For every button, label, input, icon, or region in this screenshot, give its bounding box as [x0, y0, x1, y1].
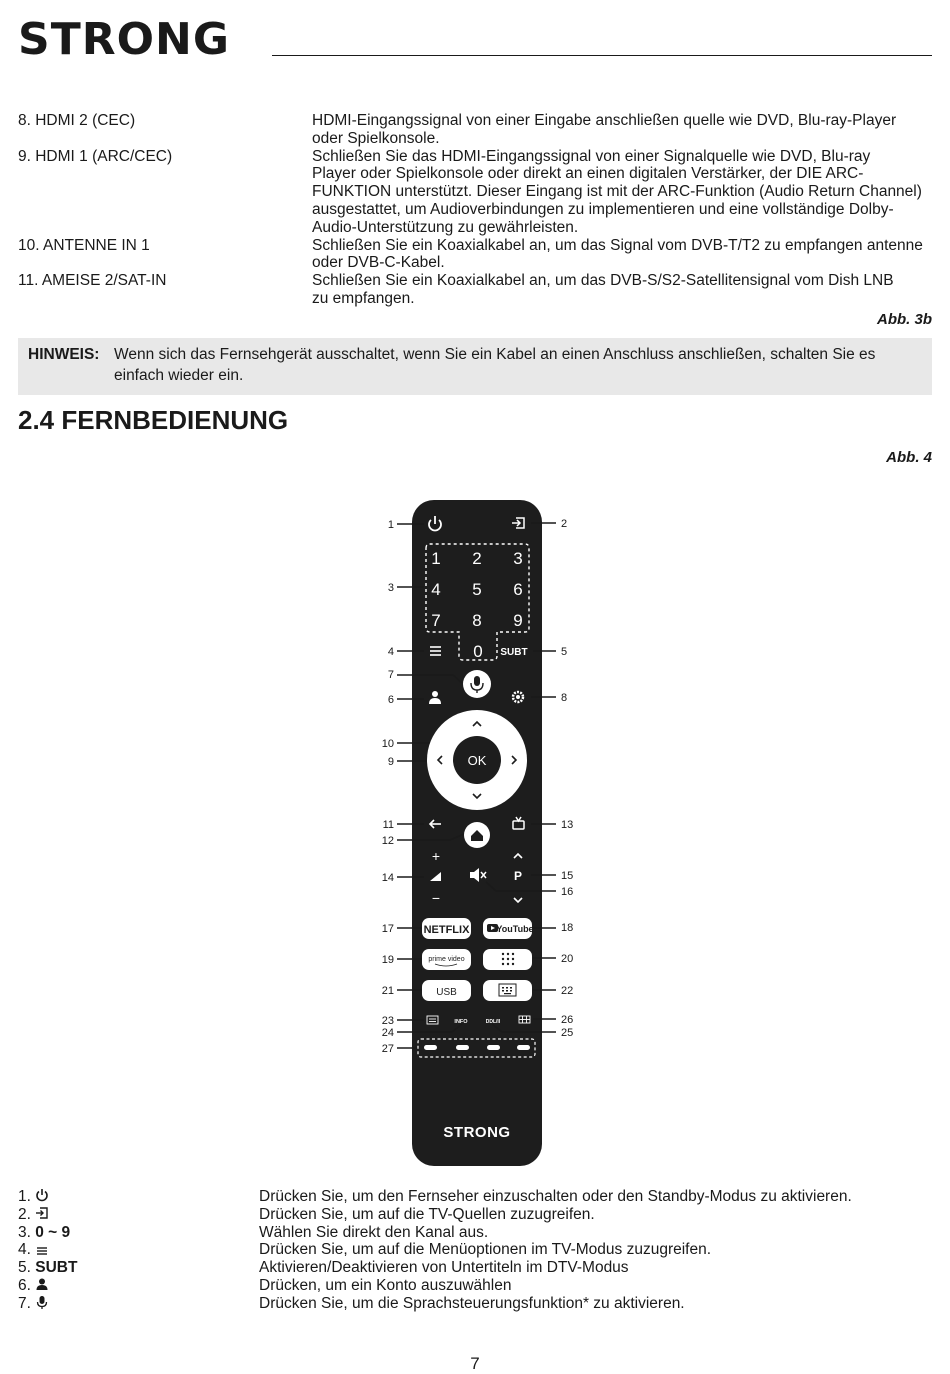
connector-description [312, 148, 932, 237]
menu-icon [35, 1242, 49, 1256]
key-description: Wählen Sie direkt den Kanal aus. [259, 1223, 489, 1241]
key-number: 2. [18, 1205, 31, 1223]
callout-number: 27 [381, 1043, 394, 1055]
ok-label: OK [467, 753, 487, 768]
callout-number: 6 [387, 694, 394, 706]
key-id [18, 1277, 259, 1295]
key-name: SUBT [35, 1259, 78, 1277]
microphone-icon [35, 1295, 49, 1310]
key-row [18, 1241, 918, 1259]
source-icon [35, 1206, 49, 1220]
callout-number: 20 [561, 953, 574, 965]
key-id [18, 1241, 259, 1259]
account-icon [35, 1277, 49, 1291]
description-line: zu empfangen. [312, 289, 415, 307]
program-label: P [513, 869, 523, 883]
callout-number: 4 [387, 646, 394, 658]
callout-number: 12 [381, 835, 394, 847]
connector-table [18, 112, 932, 308]
digit-5-button[interactable]: 5 [472, 580, 482, 599]
callout-number: 13 [561, 819, 574, 831]
digit-8-button[interactable]: 8 [472, 611, 482, 630]
red-key-button[interactable] [424, 1045, 437, 1050]
key-id [18, 1295, 259, 1313]
brand-logo: STRONG [18, 14, 230, 65]
key-list [18, 1188, 918, 1313]
volume-up-button[interactable]: + [431, 848, 441, 864]
note-label: HINWEIS: [28, 346, 100, 363]
note-box [18, 338, 932, 395]
key-row [18, 1259, 918, 1277]
connector-label: 9. HDMI 1 (ARC/CEC) [18, 147, 173, 165]
audio-dual-button[interactable]: DDL/II [485, 1019, 501, 1025]
key-description: Drücken, um ein Konto auszuwählen [259, 1276, 512, 1294]
callout-number: 22 [561, 985, 574, 997]
key-name: 0 ~ 9 [35, 1223, 71, 1241]
key-number: 5. [18, 1259, 31, 1277]
connector-description [312, 237, 932, 273]
digit-7-button[interactable]: 7 [431, 611, 441, 630]
info-button[interactable]: INFO [454, 1019, 468, 1025]
key-row [18, 1224, 918, 1242]
prime-video-label: prime video [428, 956, 465, 963]
connector-description [312, 272, 932, 308]
digit-1-button[interactable]: 1 [431, 549, 441, 568]
key-description: Drücken Sie, um die Sprachsteuerungsfunktion* zu aktivieren. [259, 1294, 685, 1312]
key-id [18, 1206, 259, 1224]
callout-number: 2 [561, 518, 568, 530]
remote-brand-logo: STRONG [443, 1124, 511, 1141]
callout-number: 5 [561, 646, 568, 658]
callout-number: 21 [381, 985, 394, 997]
connector-description [312, 112, 932, 148]
apps-grid-icon [502, 953, 514, 965]
callout-number: 1 [387, 519, 394, 531]
description-line: oder DVB-C-Kabel. [312, 254, 445, 272]
figure-reference: Abb. 4 [886, 449, 932, 466]
callout-number: 17 [381, 923, 394, 935]
volume-down-button[interactable]: − [431, 890, 441, 906]
note-text: Wenn sich das Fernsehgerät ausschaltet, wenn Sie ein Kabel an einen Anschluss anschließen, schalten Sie es einfach wieder ein. [114, 346, 876, 384]
connector-row [18, 148, 932, 237]
description-line: Schließen Sie ein Koaxialkabel an, um das DVB-S/S2-Satellitensignal vom Dish LNB [312, 272, 894, 290]
figure-reference: Abb. 3b [877, 311, 932, 328]
blue-key-button[interactable] [517, 1045, 530, 1050]
key-id [18, 1259, 259, 1277]
key-number: 3. [18, 1223, 31, 1241]
key-number: 1. [18, 1188, 31, 1205]
key-description: Aktivieren/Deaktivieren von Untertiteln im DTV-Modus [259, 1259, 629, 1277]
key-description: Drücken Sie, um auf die Menüoptionen im TV-Modus zuzugreifen. [259, 1241, 712, 1259]
callout-number: 14 [381, 872, 394, 884]
green-key-button[interactable] [456, 1045, 469, 1050]
connector-label: 8. HDMI 2 (CEC) [18, 112, 136, 129]
key-id [18, 1188, 259, 1206]
connector-label: 10. ANTENNE IN 1 [18, 236, 150, 254]
key-description: Drücken Sie, um den Fernseher einzuschalten oder den Standby-Modus zu aktivieren. [259, 1188, 852, 1205]
description-line: Player oder Spielkonsole oder direkt an einen digitalen Verstärker, der DIE ARC- [312, 165, 864, 183]
key-id [18, 1224, 259, 1242]
yellow-key-button[interactable] [487, 1045, 500, 1050]
digit-6-button[interactable]: 6 [513, 580, 523, 599]
connector-row [18, 112, 932, 148]
digit-4-button[interactable]: 4 [431, 580, 441, 599]
callout-number: 8 [561, 692, 568, 704]
page-number: 7 [470, 1354, 480, 1373]
connector-row [18, 272, 932, 308]
key-number: 6. [18, 1276, 31, 1294]
description-line: HDMI-Eingangssignal von einer Eingabe anschließen quelle wie DVD, Blu-ray-Player [312, 112, 897, 129]
callout-number: 19 [381, 954, 394, 966]
key-row [18, 1295, 918, 1313]
callout-number: 24 [381, 1027, 394, 1039]
digit-9-button[interactable]: 9 [513, 611, 523, 630]
callout-number: 25 [561, 1027, 574, 1039]
description-line: Audio-Unterstützung zu gewährleisten. [312, 218, 579, 236]
callout-number: 26 [561, 1014, 574, 1026]
key-number: 4. [18, 1241, 31, 1259]
digit-2-button[interactable]: 2 [472, 549, 482, 568]
description-line: FUNKTION unterstützt. Dieser Eingang ist mit der ARC-Funktion (Audio Return Channel) [312, 183, 922, 201]
header-rule [272, 55, 932, 56]
key-number: 7. [18, 1294, 31, 1312]
digit-0-button[interactable]: 0 [473, 642, 483, 661]
digit-3-button[interactable]: 3 [513, 549, 523, 568]
callout-number: 10 [381, 738, 394, 750]
key-row [18, 1206, 918, 1224]
connector-label: 11. AMEISE 2/SAT-IN [18, 272, 167, 290]
callout-number: 18 [561, 922, 574, 934]
callout-number: 11 [382, 819, 394, 831]
remote-illustration [0, 490, 950, 1175]
callout-number: 23 [381, 1015, 394, 1027]
key-row [18, 1188, 918, 1206]
callout-number: 3 [387, 582, 394, 594]
callout-number: 7 [387, 669, 394, 681]
description-line: ausgestattet, um Audioverbindungen zu implementieren und eine vollständige Dolby- [312, 200, 894, 218]
usb-label: USB [436, 987, 457, 998]
connector-row [18, 237, 932, 273]
description-line: Schließen Sie ein Koaxialkabel an, um das Signal vom DVB-T/T2 zu empfangen antenne [312, 236, 923, 254]
youtube-label: YouTube [496, 924, 534, 934]
subt-button[interactable]: SUBT [500, 647, 528, 658]
callout-number: 15 [561, 870, 574, 882]
key-description: Drücken Sie, um auf die TV-Quellen zuzugreifen. [259, 1205, 595, 1223]
key-row [18, 1277, 918, 1295]
power-icon [35, 1188, 49, 1202]
description-line: Schließen Sie das HDMI-Eingangssignal von einer Signalquelle wie DVD, Blu-ray [312, 147, 871, 165]
callout-number: 9 [387, 756, 394, 768]
description-line: oder Spielkonsole. [312, 129, 440, 147]
netflix-label: NETFLIX [423, 924, 470, 936]
callout-number: 16 [561, 886, 574, 898]
section-title: 2.4 FERNBEDIENUNG [18, 405, 289, 435]
